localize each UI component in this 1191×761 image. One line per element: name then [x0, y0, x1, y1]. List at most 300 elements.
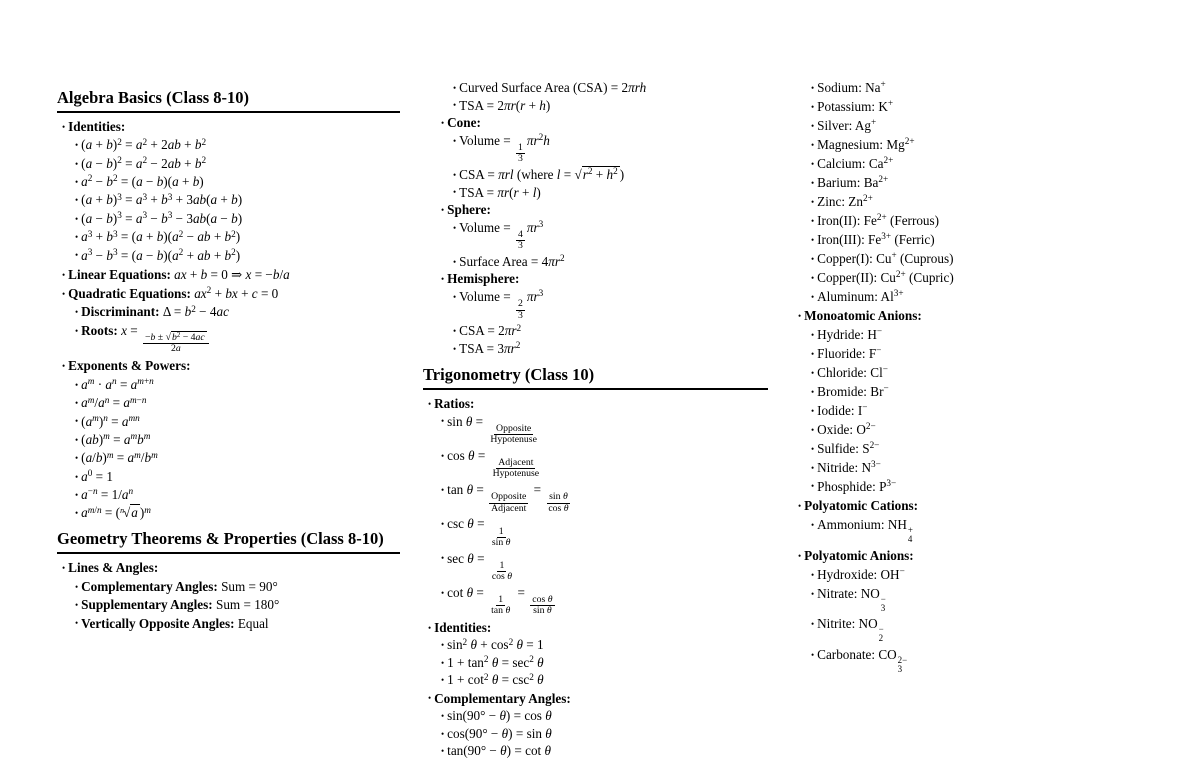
bold-label: Ratios:	[434, 395, 475, 411]
math-formula: NO − 3	[860, 585, 886, 613]
list-item	[793, 308, 1163, 323]
list-item	[57, 323, 400, 355]
list-item	[793, 118, 1163, 133]
list-item	[423, 414, 768, 446]
math-formula: NO − 2	[858, 616, 884, 644]
fraction: $\frac{1}{\text{cos θ}}$	[491, 559, 513, 583]
bullet-icon: •	[811, 120, 815, 131]
math-formula: $(a + b)^3 = a^3 + b^3 + 3ab(a + b)$	[81, 191, 243, 208]
bullet-icon: •	[811, 588, 815, 599]
text-run: Bromide:	[817, 383, 871, 399]
text-run: Surface Area =	[459, 253, 542, 269]
bullet-icon: •	[62, 288, 66, 299]
sub-sup-stack: 2− 3	[897, 655, 908, 675]
bullet-icon: •	[75, 581, 79, 592]
bullet-icon: •	[75, 434, 79, 445]
list-item	[793, 647, 1163, 674]
text-run: Sum = 90°	[217, 578, 278, 594]
bullet-icon: •	[75, 600, 79, 611]
text-run: Hydride:	[817, 326, 868, 342]
bold-label: Identities:	[68, 119, 126, 134]
bullet-icon: •	[811, 101, 815, 112]
bullet-icon: •	[75, 489, 79, 500]
bullet-icon: •	[75, 618, 79, 629]
math-formula: sin(90° − θ) = cos θ	[447, 708, 552, 724]
math-formula: $a^{m/n} = (^n√a$ )$^m$	[81, 504, 151, 521]
bullet-icon: •	[811, 234, 815, 245]
math-formula: $l = √r^2 + h^2$	[556, 166, 618, 182]
list-item	[423, 691, 768, 706]
list-item	[57, 432, 400, 447]
math-formula: sin θ = Opposite Hypotenuse	[447, 413, 537, 446]
bullet-icon: •	[441, 416, 445, 427]
bullet-icon: •	[811, 519, 815, 530]
list-item	[57, 358, 400, 373]
math-formula: $a^m/a^n = a^{m-n}$	[81, 394, 147, 411]
fraction: $\frac{\text{cos θ}}{\text{sin θ}}$	[532, 594, 553, 617]
bullet-icon: •	[428, 622, 432, 633]
math-formula: $\Delta = b^2 - 4ac$	[162, 303, 229, 320]
bullet-icon: •	[453, 291, 457, 302]
bullet-icon: •	[441, 640, 445, 651]
list-item	[57, 211, 400, 226]
fraction: $\frac{4}{3}$	[517, 228, 523, 252]
math-formula: I−	[857, 402, 868, 418]
text-run: Ammonium:	[817, 516, 888, 532]
bullet-icon: •	[62, 361, 66, 372]
text-run: Copper(I):	[817, 250, 877, 266]
math-formula: $a^2 - b^2 = (a - b)(a + b)$	[81, 173, 204, 190]
section-heading: Trigonometry (Class 10)	[423, 365, 768, 390]
text-run: Barium:	[817, 174, 864, 190]
list-item	[423, 637, 768, 652]
math-formula: sec θ = $\frac{1}{\text{cos θ}}$	[447, 550, 513, 583]
math-formula: $O^{2-}$	[856, 421, 876, 437]
bold-label: Sphere:	[447, 202, 491, 218]
math-formula: Na+	[865, 79, 886, 95]
list-item	[57, 119, 400, 134]
list-item	[793, 270, 1163, 285]
bullet-icon: •	[453, 222, 457, 233]
text-run: Iron(II):	[817, 212, 864, 228]
list-item	[793, 327, 1163, 342]
math-formula: OH−	[880, 566, 905, 582]
bullet-icon: •	[811, 82, 815, 93]
list-item	[793, 548, 1163, 563]
bullet-icon: •	[811, 196, 815, 207]
list-item	[57, 505, 400, 520]
bullet-icon: •	[428, 398, 432, 409]
text-run: Iron(III):	[817, 231, 869, 247]
list-item	[793, 251, 1163, 266]
list-item	[57, 248, 400, 263]
bullet-icon: •	[441, 450, 445, 461]
text-run: Curved Surface Area (CSA) =	[459, 80, 622, 95]
list-item	[57, 560, 400, 575]
text-run: TSA =	[459, 340, 498, 356]
bullet-icon: •	[811, 177, 815, 188]
sub-sup-stack: − 2	[878, 624, 884, 644]
bullet-icon: •	[453, 82, 457, 93]
math-formula: cos θ = Adjacent Hypotenuse	[447, 447, 540, 480]
list-item	[57, 450, 400, 465]
bullet-icon: •	[811, 424, 815, 435]
math-formula: $(a/b)^m = a^m/b^m$	[81, 449, 158, 466]
list-item	[423, 80, 768, 95]
text-run: Hydroxide:	[817, 566, 881, 582]
text-run: Aluminum:	[817, 288, 881, 304]
fraction: Opposite Adjacent	[491, 491, 527, 514]
bullet-icon: •	[811, 272, 815, 283]
bullet-icon: •	[811, 291, 815, 302]
bullet-icon: •	[441, 711, 445, 721]
list-item	[423, 396, 768, 411]
math-formula: $1 + \cot^2 \theta = \csc^2 \theta$	[447, 671, 544, 688]
math-formula: $\frac{4}{3}$ $\pi r^3$	[517, 219, 544, 252]
bullet-icon: •	[441, 675, 445, 686]
list-item	[57, 377, 400, 392]
list-item	[793, 194, 1163, 209]
text-run: Carbonate:	[817, 647, 879, 663]
bold-label: Polyatomic Cations:	[804, 497, 919, 513]
list-item	[793, 289, 1163, 304]
text-run: (Cuprous)	[896, 250, 954, 266]
bullet-icon: •	[453, 256, 457, 267]
text-run: Phosphide:	[817, 478, 880, 494]
bullet-icon: •	[75, 471, 79, 482]
bullet-icon: •	[798, 550, 802, 561]
list-item	[423, 620, 768, 635]
sub-sup-stack: − 3	[880, 593, 886, 613]
list-item	[423, 185, 768, 200]
bullet-icon: •	[811, 367, 815, 378]
list-item	[793, 616, 1163, 643]
math-formula: K+	[878, 98, 894, 114]
bullet-icon: •	[75, 213, 79, 224]
list-item	[423, 202, 768, 217]
bullet-icon: •	[75, 140, 79, 151]
radical: $√r^2 + h^2$	[574, 166, 618, 182]
bold-label: Vertically Opposite Angles:	[81, 615, 235, 631]
list-item	[423, 551, 768, 583]
list-item	[793, 213, 1163, 228]
math-formula: $Ba^{2+}$	[863, 174, 889, 190]
list-item	[57, 192, 400, 207]
fraction: Opposite Hypotenuse	[490, 422, 537, 446]
list-item	[423, 655, 768, 670]
bold-label: Discriminant:	[81, 304, 160, 320]
list-item	[423, 323, 768, 338]
text-run: Sodium:	[817, 80, 866, 95]
bullet-icon: •	[75, 379, 79, 390]
bullet-icon: •	[811, 619, 815, 630]
math-formula: tan(90° − θ) = cot θ	[447, 743, 551, 759]
text-run: TSA =	[459, 97, 498, 113]
bullet-icon: •	[75, 232, 79, 243]
bold-label: Polyatomic Anions:	[804, 547, 914, 563]
column-algebra-geometry	[57, 88, 400, 634]
bullet-icon: •	[441, 484, 445, 495]
math-formula: x = $\frac{-b \pm √b^2 - 4ac}{2a}$	[121, 323, 211, 338]
bullet-icon: •	[75, 508, 79, 519]
fraction: $\frac{\text{sin θ}}{\text{cos θ}}$	[548, 491, 569, 514]
text-run: (Ferrous)	[886, 212, 940, 228]
list-item	[423, 743, 768, 758]
math-formula: $a^0 = 1$	[81, 467, 113, 484]
list-item	[57, 487, 400, 502]
bullet-icon: •	[75, 250, 79, 261]
sub-sup-stack: + 4	[907, 524, 913, 544]
bullet-icon: •	[441, 118, 445, 129]
math-formula: H−	[867, 326, 883, 342]
text-run: Chloride:	[817, 364, 871, 380]
bullet-icon: •	[441, 746, 445, 757]
bullet-icon: •	[75, 416, 79, 427]
fraction: $\frac{-b \pm √b^2 - 4ac}{2a}$	[143, 333, 209, 355]
list-item	[57, 414, 400, 429]
list-item	[57, 616, 400, 631]
text-run: CSA =	[459, 323, 499, 339]
bold-label: Quadratic Equations:	[68, 285, 191, 301]
math-formula: $(a - b)^3 = a^3 - b^3 - 3ab(a - b)$	[81, 210, 243, 226]
math-formula: Br−	[870, 383, 889, 399]
bold-label: Lines & Angles:	[68, 560, 159, 576]
list-item	[423, 167, 768, 182]
list-item	[57, 395, 400, 410]
math-formula: $N^{3-}$	[861, 458, 881, 475]
math-formula: $P^{3-}$	[879, 477, 897, 494]
math-formula: 2πrh	[621, 80, 647, 95]
bullet-icon: •	[811, 569, 815, 580]
bullet-icon: •	[75, 398, 79, 409]
math-formula: $Fe^{2+}$	[863, 212, 887, 228]
bullet-icon: •	[811, 481, 815, 492]
text-run: Oxide:	[817, 421, 857, 437]
bullet-icon: •	[441, 274, 445, 285]
bullet-icon: •	[798, 310, 802, 321]
list-item	[57, 267, 400, 282]
bullet-icon: •	[811, 443, 815, 454]
list-item	[57, 597, 400, 612]
bullet-icon: •	[811, 348, 815, 359]
bullet-icon: •	[75, 195, 79, 206]
bullet-icon: •	[453, 326, 457, 337]
text-run: Volume =	[459, 132, 514, 148]
list-item	[423, 271, 768, 286]
fraction: $\frac{1}{3}$	[517, 142, 523, 165]
bullet-icon: •	[75, 177, 79, 187]
bullet-icon: •	[441, 657, 445, 668]
bold-label: Identities:	[434, 619, 492, 635]
math-formula: F−	[868, 345, 882, 361]
list-item	[793, 441, 1163, 456]
text-run: Fluoride:	[817, 345, 869, 361]
bold-label: Cone:	[447, 115, 481, 131]
text-run: (Ferric)	[891, 231, 935, 247]
bullet-icon: •	[62, 121, 66, 132]
math-formula: πr(r + l)	[497, 184, 541, 200]
bullet-icon: •	[453, 169, 457, 180]
math-formula: Cl−	[870, 364, 888, 380]
bullet-icon: •	[62, 269, 66, 280]
math-formula: $Ca^{2+}$	[868, 155, 894, 171]
math-formula: πrl	[498, 166, 514, 182]
text-run: Potassium:	[817, 98, 879, 114]
math-formula: $3\pi r^2$	[497, 340, 521, 356]
bullet-icon: •	[811, 158, 815, 169]
math-formula: ax + b = 0 ⇒ x = −b/a	[174, 266, 290, 282]
math-formula: $Al^{3+}$	[880, 288, 904, 304]
text-run: Iodide:	[817, 402, 858, 418]
bullet-icon: •	[75, 158, 79, 169]
math-formula: $(a + b)^2 = a^2 + 2ab + b^2$	[81, 136, 207, 153]
list-item	[57, 229, 400, 244]
list-item	[57, 137, 400, 152]
bullet-icon: •	[811, 386, 815, 397]
bold-label: Monoatomic Anions:	[804, 307, 922, 323]
bullet-icon: •	[441, 519, 445, 530]
math-formula: $4\pi r^2$	[541, 253, 565, 269]
section-heading: Algebra Basics (Class 8-10)	[57, 88, 400, 113]
math-formula: 2πr(r + h)	[497, 97, 551, 113]
bullet-icon: •	[441, 553, 445, 564]
list-item	[423, 220, 768, 252]
math-formula: Cu+	[876, 250, 897, 266]
fraction: $\frac{1}{\text{sin θ}}$	[491, 525, 511, 548]
bullet-icon: •	[798, 500, 802, 511]
list-item	[793, 460, 1163, 475]
math-formula: $\sin^2 \theta + \cos^2 \theta = 1$	[447, 636, 544, 653]
math-formula: $\frac{1}{3}$ $\pi r^2h$	[517, 132, 550, 165]
text-run: Nitrate:	[817, 585, 861, 601]
math-formula: $a^{-n} = 1/a^n$	[81, 486, 134, 502]
list-item	[793, 422, 1163, 437]
list-item	[793, 137, 1163, 152]
list-item	[423, 448, 768, 480]
math-formula: $a^3 + b^3 = (a + b)(a^2$ − ab + $b^2$)	[81, 228, 241, 245]
bullet-icon: •	[811, 405, 815, 416]
text-run: Sum = 180°	[212, 597, 280, 613]
math-formula: $(a^m)^n = a^{mn}$	[81, 412, 140, 429]
bullet-icon: •	[428, 693, 432, 704]
bullet-icon: •	[453, 187, 457, 198]
math-formula: $a^m \cdot a^n = a^{m+n}$	[81, 376, 154, 392]
list-item	[423, 341, 768, 356]
column-mensuration-trigonometry	[423, 80, 768, 761]
section-heading: Geometry Theorems & Properties (Class 8-10)	[57, 529, 400, 554]
math-formula: $Zn^{2+}$	[848, 193, 873, 209]
text-run: Sulfide:	[817, 440, 863, 456]
math-formula: $2\pi r^2$	[498, 322, 522, 339]
list-item	[57, 286, 400, 301]
list-item	[57, 156, 400, 171]
math-formula: cos(90° − θ) = sin θ	[447, 725, 552, 741]
math-formula: tan θ = Opposite Adjacent = $\frac{\text{sin θ}}{\text{cos θ}}$	[447, 482, 569, 514]
bullet-icon: •	[75, 325, 79, 336]
list-item	[423, 133, 768, 165]
bullet-icon: •	[62, 563, 66, 574]
list-item	[423, 585, 768, 617]
math-formula: $S^{2-}$	[862, 440, 880, 456]
list-item	[793, 346, 1163, 361]
list-item	[57, 174, 400, 189]
list-item	[423, 482, 768, 514]
math-formula: $a^3 - b^3 = (a - b)(a^2$ + ab + $b^2$)	[81, 246, 241, 263]
list-item	[57, 469, 400, 484]
math-formula: Ag+	[854, 117, 877, 133]
fraction: $\frac{2}{3}$	[517, 298, 523, 321]
bullet-icon: •	[441, 728, 445, 739]
list-item	[57, 579, 400, 594]
math-formula: CO 2− 3	[878, 647, 908, 675]
radical: $√b^2 - 4ac$	[165, 331, 205, 343]
bullet-icon: •	[441, 587, 445, 598]
list-item	[423, 726, 768, 741]
math-formula: $\frac{2}{3}$ $\pi r^3$	[517, 288, 544, 321]
list-item	[793, 586, 1163, 613]
list-item	[423, 254, 768, 269]
math-formula: $Cu^{2+}$	[880, 269, 906, 285]
text-run: Volume =	[459, 219, 514, 235]
text-run: Copper(II):	[817, 269, 881, 285]
bullet-icon: •	[75, 453, 79, 464]
text-run: Zinc:	[817, 193, 849, 209]
math-formula: $1 + \tan^2 \theta = \sec^2 \theta$	[447, 654, 544, 670]
math-formula: cot θ = $\frac{1}{\text{tan θ}}$ = $\frac{\text{cos θ}}{\text{sin θ}}$	[447, 584, 553, 617]
bullet-icon: •	[811, 215, 815, 226]
bullet-icon: •	[811, 139, 815, 150]
math-formula: $(a - b)^2 = a^2 - 2ab + b^2$	[81, 155, 207, 171]
bullet-icon: •	[453, 343, 457, 354]
text-run: Volume =	[459, 289, 514, 304]
list-item	[793, 567, 1163, 582]
math-formula: NH + 4	[887, 516, 913, 544]
bullet-icon: •	[75, 307, 79, 318]
bold-label: Complementary Angles:	[434, 690, 571, 706]
bold-label: Complementary Angles:	[81, 578, 218, 594]
fraction: Adjacent Hypotenuse	[492, 457, 540, 480]
math-formula: csc θ = $\frac{1}{\text{sin θ}}$	[447, 516, 511, 548]
bullet-icon: •	[811, 253, 815, 264]
list-item	[423, 98, 768, 113]
radical: $^n$√a	[120, 505, 138, 521]
text-run: Nitrite:	[817, 616, 859, 632]
bold-label: Roots:	[81, 322, 118, 338]
column-chemistry-ions	[793, 80, 1163, 678]
text-run: (Cupric)	[905, 269, 954, 285]
text-run: )	[619, 166, 625, 182]
bullet-icon: •	[441, 204, 445, 215]
list-item	[423, 672, 768, 687]
bold-label: Supplementary Angles:	[81, 597, 213, 613]
list-item	[793, 80, 1163, 95]
list-item	[793, 498, 1163, 513]
list-item	[423, 516, 768, 548]
list-item	[793, 99, 1163, 114]
text-run: (where	[513, 166, 557, 182]
list-item	[423, 289, 768, 321]
bullet-icon: •	[453, 100, 457, 111]
text-run: Equal	[234, 615, 269, 631]
bullet-icon: •	[811, 329, 815, 340]
list-item	[793, 517, 1163, 544]
text-run: Silver:	[817, 117, 855, 133]
list-item	[793, 365, 1163, 380]
bullet-icon: •	[453, 135, 457, 146]
list-item	[793, 232, 1163, 247]
text-run: TSA =	[459, 184, 498, 200]
bullet-icon: •	[811, 650, 815, 661]
